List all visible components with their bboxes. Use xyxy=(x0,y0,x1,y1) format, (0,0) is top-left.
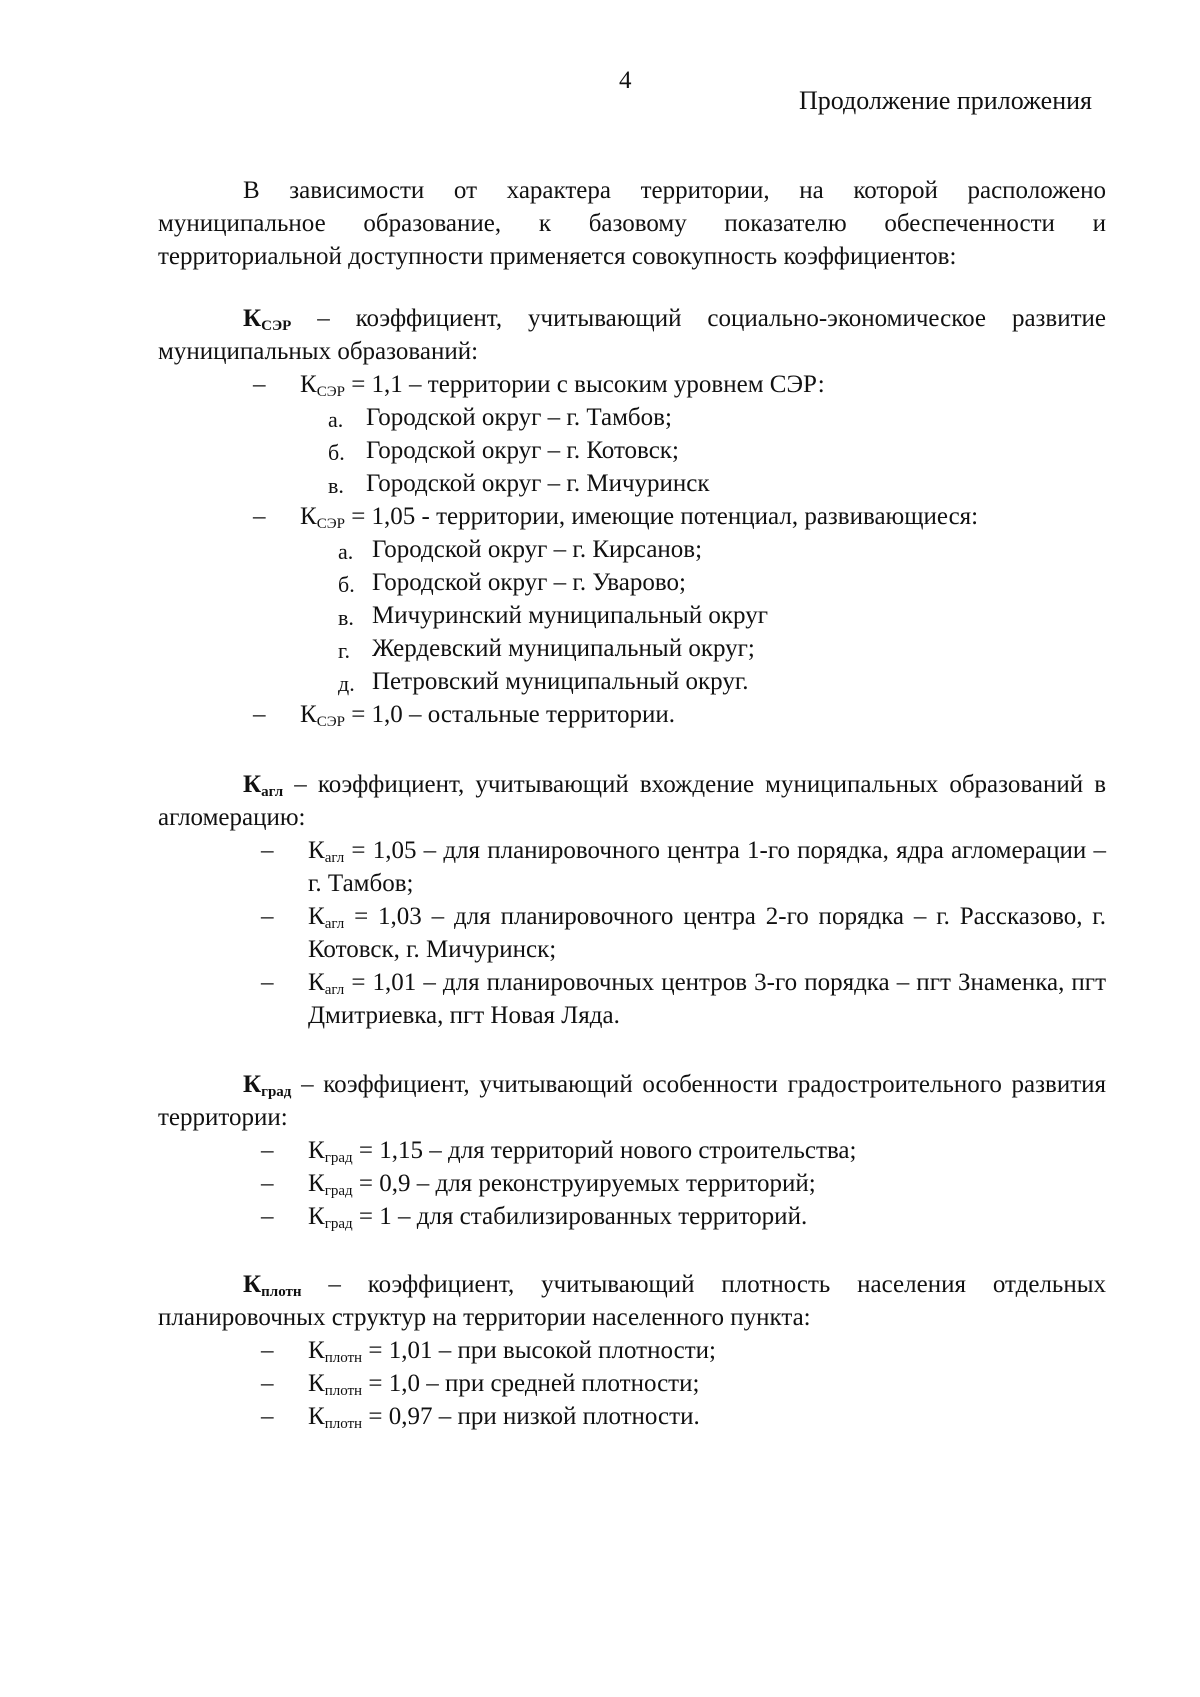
symbol-grad: $К_{град}$ xyxy=(243,1071,292,1100)
section-grad xyxy=(158,1068,1106,1233)
sub-list xyxy=(158,533,1106,698)
section-plotn xyxy=(158,1268,1106,1433)
coefficient-list xyxy=(158,834,1106,1032)
definition-plotn xyxy=(158,1268,1106,1334)
intro-text: В зависимости от характера территории, на которой расположено муниципальное образование, к базовому показателю обеспеченности и территориальной доступности применяется совокупность коэффициентов: xyxy=(158,177,1106,270)
sub-list-item: а. Городской округ – г. Кирсанов; xyxy=(338,536,703,564)
definition-grad xyxy=(158,1068,1106,1134)
list-item: – $К_{плотн} = 1,0$ – при средней плотности; xyxy=(261,1370,700,1399)
coefficient-list xyxy=(158,698,1106,731)
symbol-agl: $К_{агл}$ xyxy=(243,771,284,800)
symbol-ser: $К_{СЭР}$ xyxy=(243,305,292,334)
sub-list-item: б. Городской округ – г. Котовск; xyxy=(328,437,679,465)
definition-text: – коэффициент, учитывающий вхождение муниципальных образований в агломерацию: xyxy=(158,771,1107,831)
intro-paragraph xyxy=(158,174,1106,273)
section-agl xyxy=(158,768,1106,1032)
coefficient-list xyxy=(158,1334,1106,1433)
sub-list-item: а. Городской округ – г. Тамбов; xyxy=(328,404,672,432)
sub-list-item: г. Жердевский муниципальный округ; xyxy=(338,635,755,663)
list-item: – $К_{агл} = 1,05$ – для планировочного центра 1-го порядка, ядра агломерации – г. Тамбов; xyxy=(261,837,1106,897)
sub-list-item: д. Петровский муниципальный округ. xyxy=(338,668,749,696)
definition-text: – коэффициент, учитывающий социально-экономическое развитие муниципальных образований: xyxy=(158,305,1106,365)
definition-ser xyxy=(158,302,1106,368)
list-item: – $К_{агл} = 1,01$ – для планировочных центров 3-го порядка – пгт Знаменка, пгт Дмитриевка, пгт Новая Ляда. xyxy=(261,969,1106,1029)
list-item: – $К_{агл} = 1,03$ – для планировочного центра 2-го порядка – г. Рассказово, г. Котовск, г. Мичуринск; xyxy=(261,903,1106,963)
coefficient-list xyxy=(158,1134,1106,1233)
definition-agl xyxy=(158,768,1106,834)
definition-text: – коэффициент, учитывающий плотность населения отдельных планировочных структур на территории населенного пункта: xyxy=(158,1271,1106,1331)
sub-list-item: б. Городской округ – г. Уварово; xyxy=(338,569,686,597)
list-item: – $К_{град} = 1$ – для стабилизированных территорий. xyxy=(261,1203,808,1232)
list-item: – $К_{град} = 0,9$ – для реконструируемых территорий; xyxy=(261,1170,816,1199)
list-item: – $К_{град} = 1,15$ – для территорий нового строительства; xyxy=(261,1137,857,1166)
sub-list xyxy=(158,401,1106,500)
list-item: – $К_{СЭР} = 1,0$ – остальные территории. xyxy=(253,701,675,730)
sub-list-item: в. Мичуринский муниципальный округ xyxy=(338,602,768,630)
section-ser xyxy=(158,302,1106,731)
sub-list-item: в. Городской округ – г. Мичуринск xyxy=(328,470,710,498)
header-note: Продолжение приложения xyxy=(798,86,1092,115)
list-item: – $К_{плотн} = 1,01$ – при высокой плотности; xyxy=(261,1337,716,1366)
coefficient-list xyxy=(158,500,1106,533)
list-item: – $К_{СЭР} = 1,1$ – территории с высоким уровнем СЭР: xyxy=(253,371,825,400)
list-item: – $К_{СЭР} = 1,05$ - территории, имеющие потенциал, развивающиеся: xyxy=(253,503,979,532)
symbol-plotn: $К_{плотн}$ xyxy=(243,1271,302,1300)
coefficient-list xyxy=(158,368,1106,401)
list-item: – $К_{плотн} = 0,97$ – при низкой плотности. xyxy=(261,1403,700,1432)
page-number: 4 xyxy=(619,67,632,94)
definition-text: – коэффициент, учитывающий особенности градостроительного развития территории: xyxy=(158,1071,1106,1131)
